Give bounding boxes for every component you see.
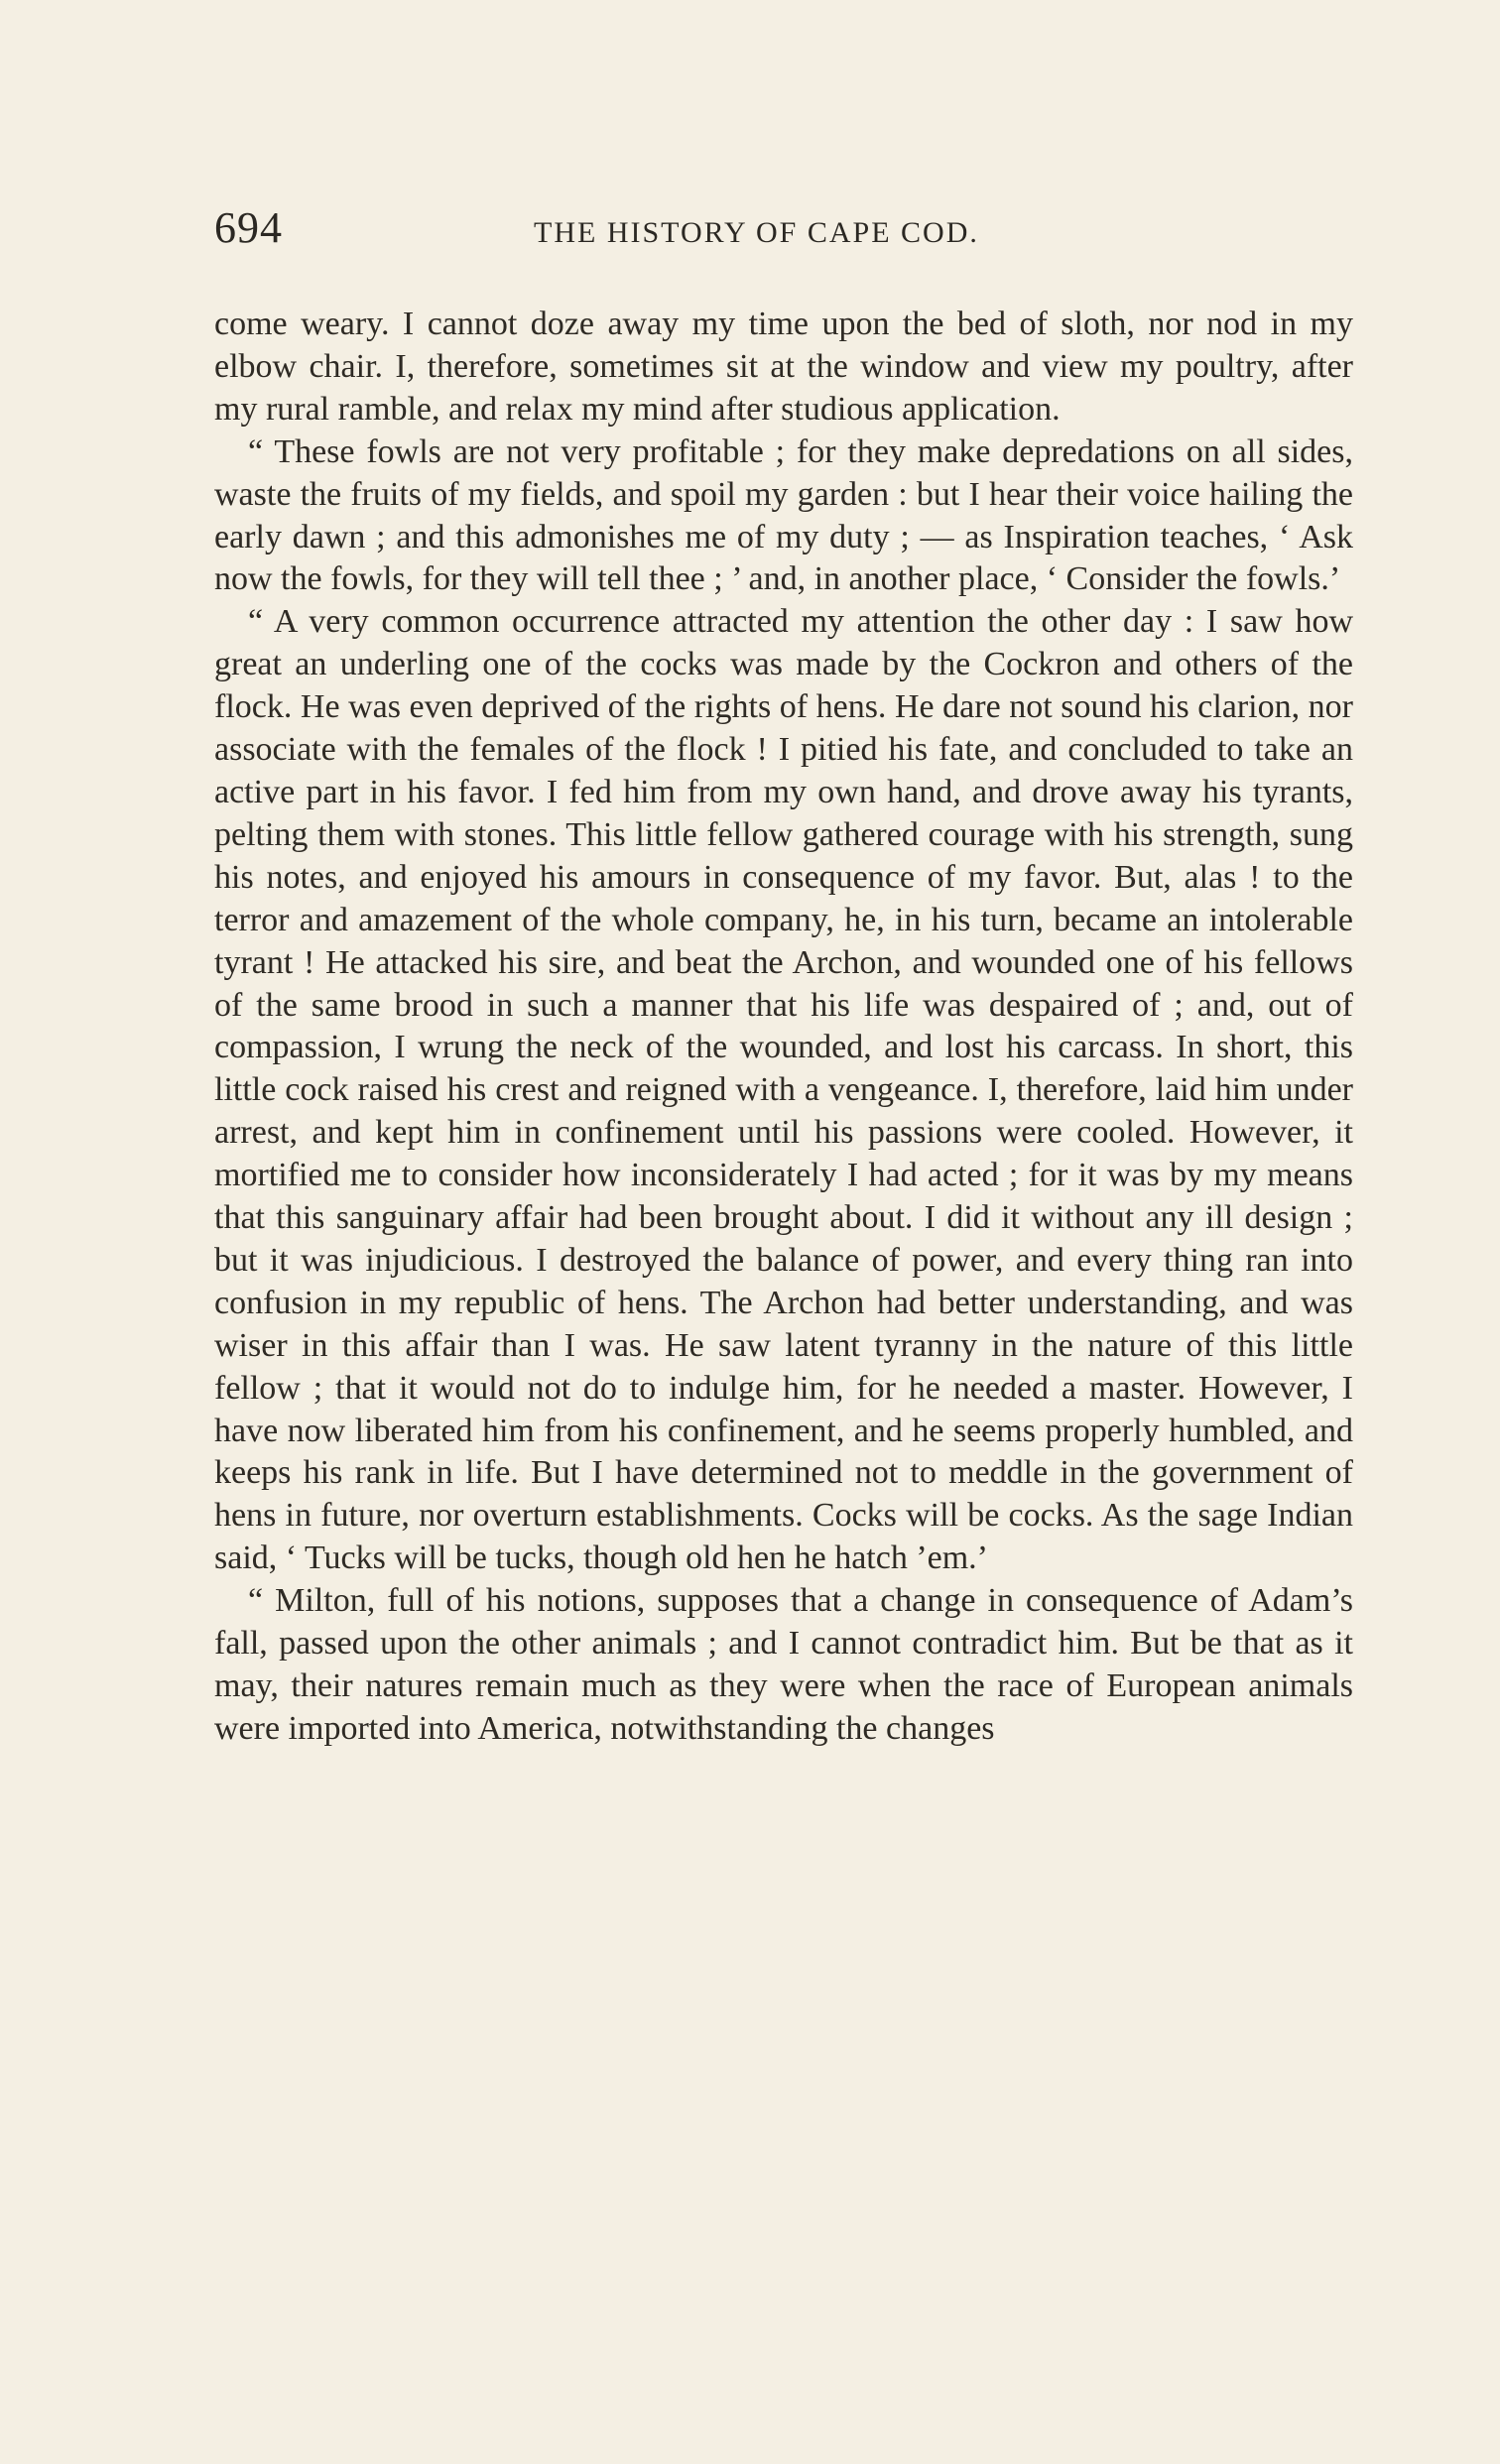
running-head: THE HISTORY OF CAPE COD. xyxy=(534,216,979,249)
page-number: 694 xyxy=(214,203,283,252)
paragraph-continuation: come weary. I cannot doze away my time upon the bed of sloth, nor nod in my elbow chair. I, therefore, sometimes sit at the window and view my poultry, after my rural ramble, and relax my mind after studious application. xyxy=(214,306,1353,428)
paragraph: “ These fowls are not very profitable ; for they make depredations on all sides, waste the fruits of my fields, and spoil my garden : but I hear their voice hailing the early dawn ; and this admonishes me of my duty ; — as Inspiration teaches, ‘ Ask now the fowls, for they will tell thee ; ’ and, in another place, ‘ Consider the fowls.’ xyxy=(214,432,1353,598)
body-text xyxy=(214,304,1353,1751)
page-header xyxy=(214,202,1355,262)
paragraph: “ Milton, full of his notions, supposes that a change in consequence of Adam’s fall, passed upon the other animals ; and I cannot contradict him. But be that as it may, their natures remain much as they were when the race of European animals were imported into America, notwithstanding the changes xyxy=(214,1582,1353,1747)
paragraph: “ A very common occurrence attracted my attention the other day : I saw how great an underling one of the cocks was made by the Cockron and others of the flock. He was even deprived of the rights of hens. He dare not sound his clarion, nor associate with the females of the flock ! I pitied his fate, and concluded to take an active part in his favor. I fed him from my own hand, and drove away his tyrants, pelting them with stones. This little fellow gathered courage with his strength, sung his notes, and enjoyed his amours in consequence of my favor. But, alas ! to the terror and amazement of the whole company, he, in his turn, became an intolerable tyrant ! He attacked his sire, and beat the Archon, and wounded one of his fellows of the same brood in such a manner that his life was despaired of ; and, out of compassion, I wrung the neck of the wounded, and lost his carcass. In short, this little cock raised his crest and reigned with a vengeance. I, therefore, laid him under arrest, and kept him in confinement until his passions were cooled. However, it mortified me to consider how inconsiderately I had acted ; for it was by my means that this sanguinary affair had been brought about. I did it without any ill design ; but it was injudicious. I destroyed the balance of power, and every thing ran into confusion in my republic of hens. The Archon had better understanding, and was wiser in this affair than I was. He saw latent tyranny in the nature of this little fellow ; that it would not do to indulge him, for he needed a master. However, I have now liberated him from his confinement, and he seems properly humbled, and keeps his rank in life. But I have determined not to meddle in the government of hens in future, nor overturn establishments. Cocks will be cocks. As the sage Indian said, ‘ Tucks will be tucks, though old hen he hatch ’em.’ xyxy=(214,603,1353,1577)
